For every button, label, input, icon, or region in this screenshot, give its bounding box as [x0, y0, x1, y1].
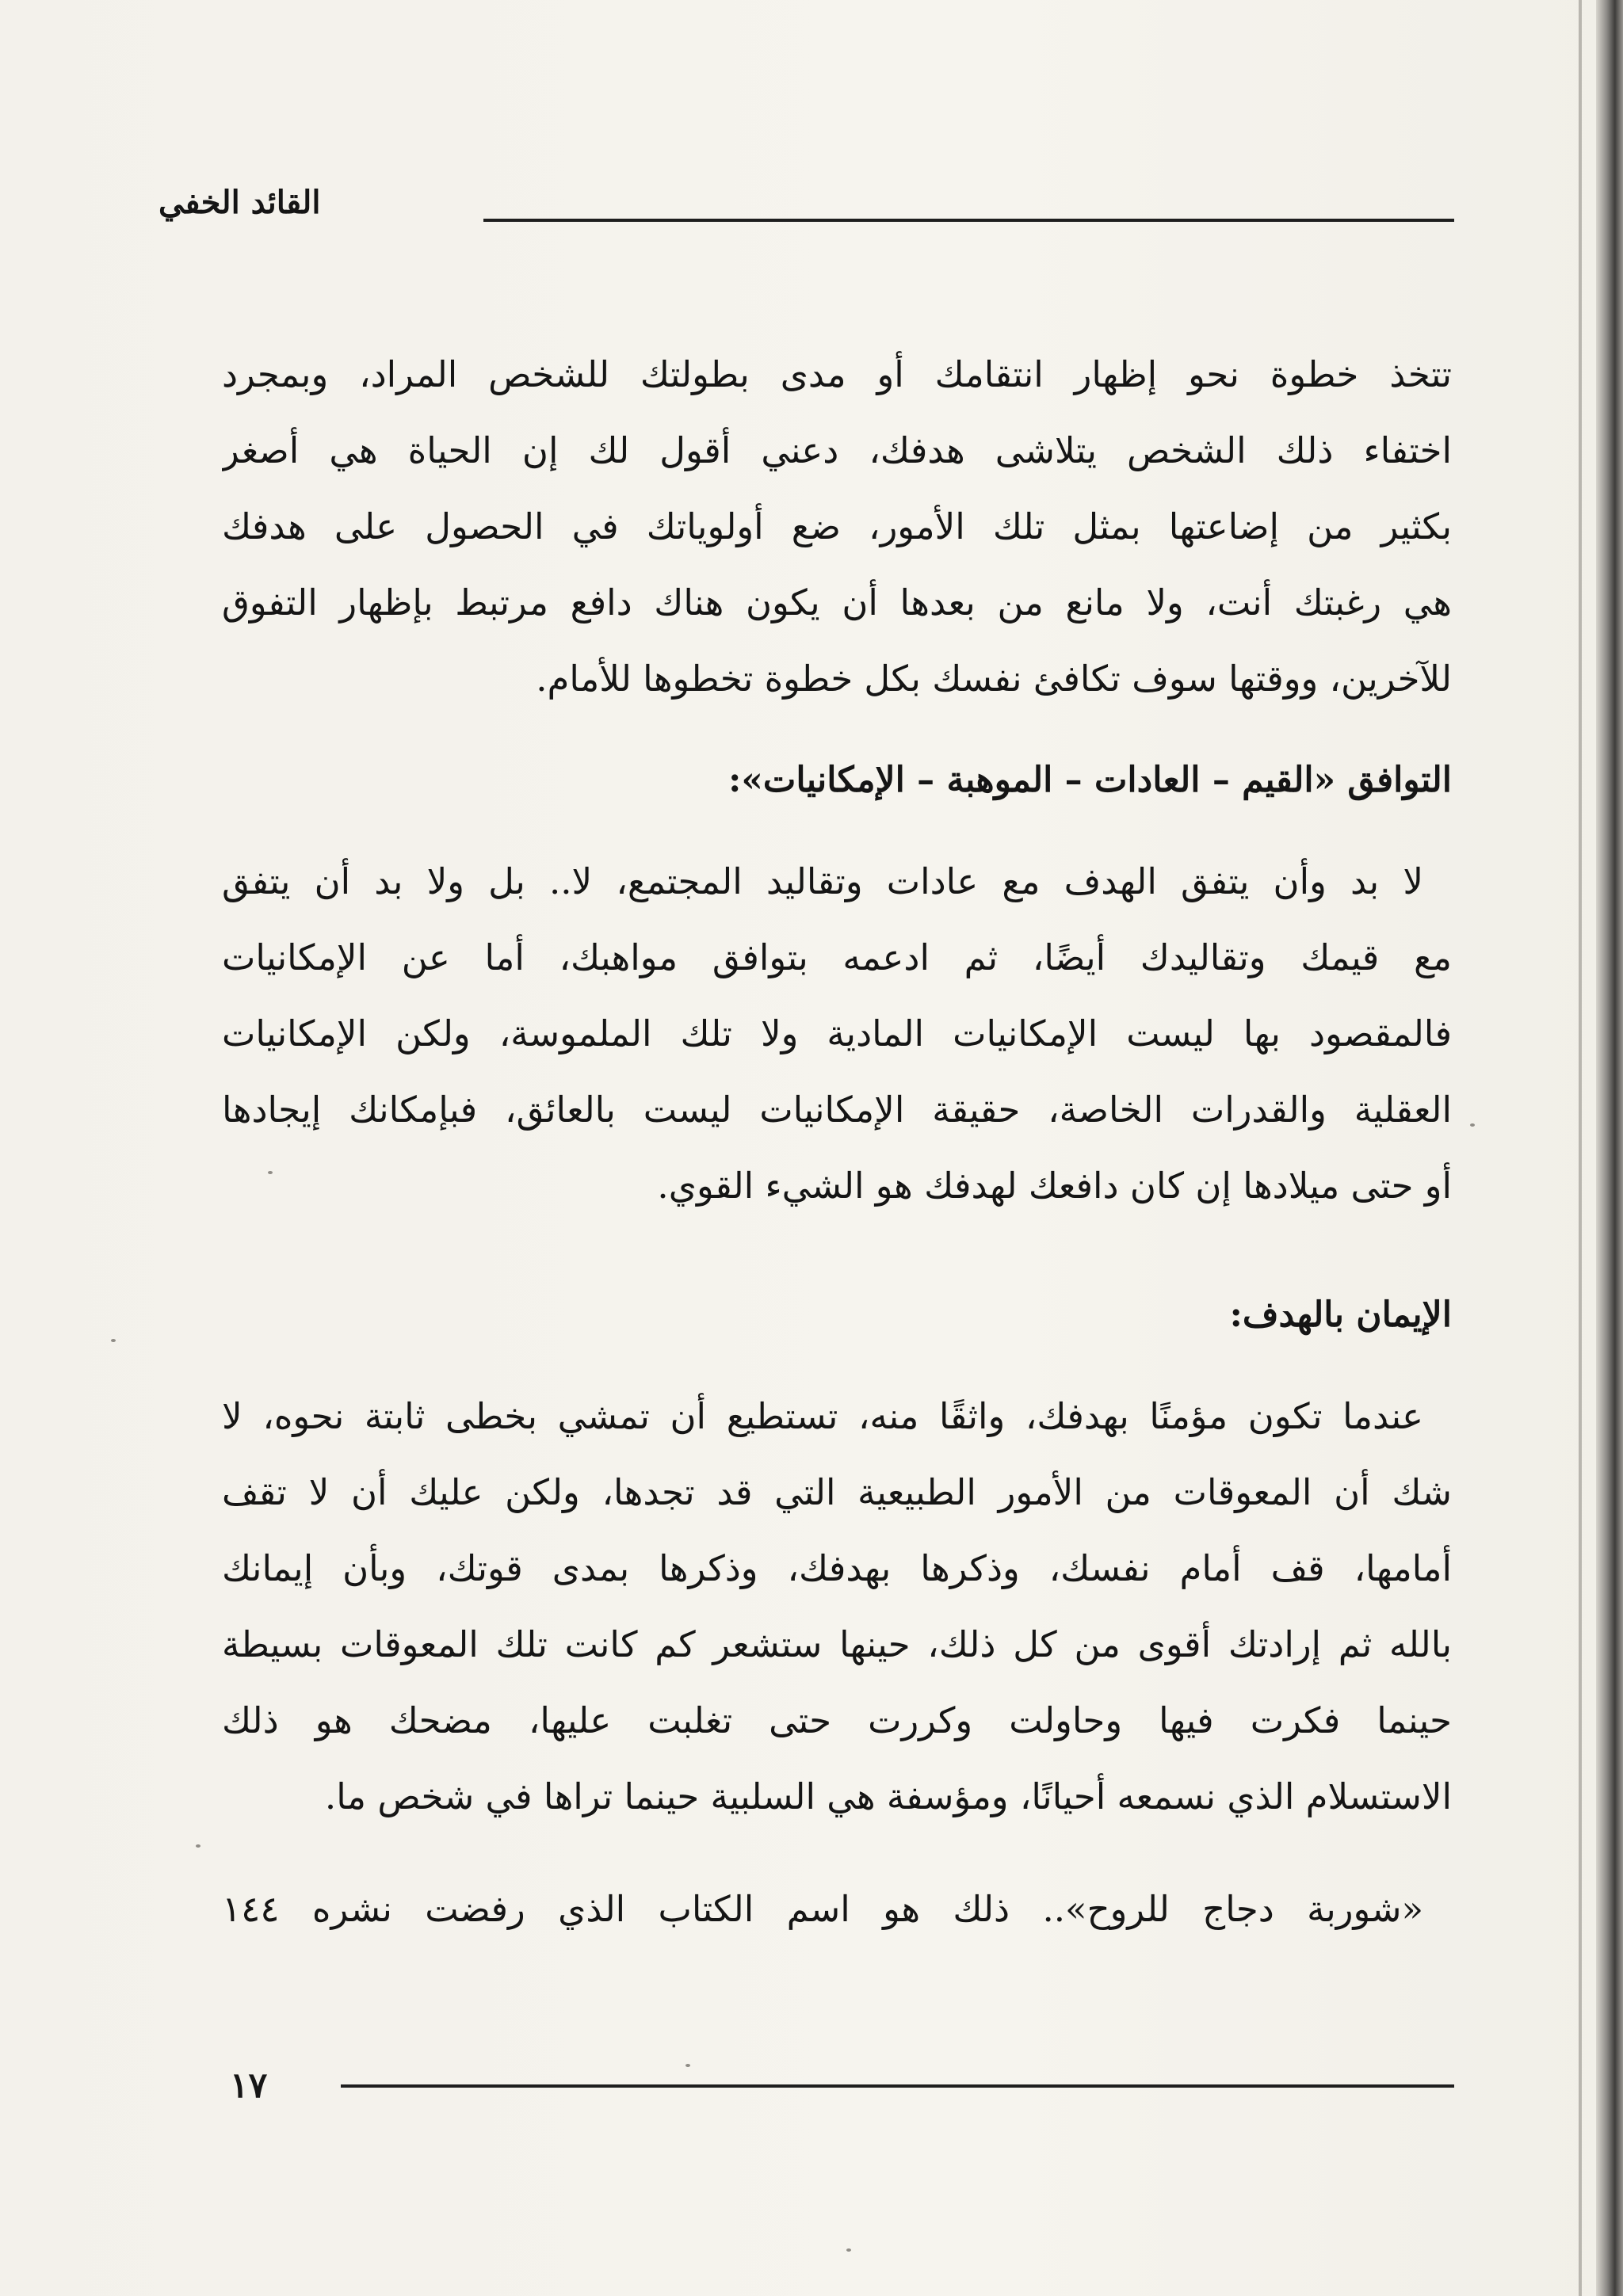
scan-speck — [685, 2064, 690, 2067]
page-number: ١٧ — [230, 2065, 268, 2106]
paragraph-1-line: هي رغبتك أنت، ولا مانع من بعدها أن يكون هناك دافع مرتبط بإظهار التفوق — [222, 582, 1452, 624]
paragraph-4-line: «شوربة دجاج للروح».. ذلك هو اسم الكتاب الذي رفضت نشره ١٤٤ — [222, 1888, 1423, 1930]
running-header-title: القائد الخفي — [158, 184, 321, 221]
section-heading-alignment: التوافق «القيم – العادات – الموهبة – الإمكانيات»: — [728, 760, 1452, 800]
paragraph-3 — [222, 1379, 1452, 1835]
paragraph-1-line: للآخرين، ووقتها سوف تكافئ نفسك بكل خطوة تخطوها للأمام. — [536, 658, 1452, 700]
paragraph-3-line: شك أن المعوقات من الأمور الطبيعية التي قد تجدها، ولكن عليك أن لا تقف — [222, 1471, 1452, 1513]
paragraph-1-line: تتخذ خطوة نحو إظهار انتقامك أو مدى بطولتك للشخص المراد، وبمجرد — [222, 353, 1452, 395]
section-heading-belief: الإيمان بالهدف: — [1229, 1295, 1452, 1335]
binding-shadow-line — [1579, 0, 1582, 2296]
paragraph-2-line: أو حتى ميلادها إن كان دافعك لهدفك هو الشيء القوي. — [657, 1165, 1452, 1207]
paragraph-3-line: عندما تكون مؤمنًا بهدفك، واثقًا منه، تستطيع أن تمشي بخطى ثابتة نحوه، لا — [222, 1395, 1423, 1437]
paragraph-2-line: لا بد وأن يتفق الهدف مع عادات وتقاليد المجتمع، لا.. بل ولا بد أن يتفق — [222, 860, 1423, 902]
scan-speck — [196, 1844, 200, 1848]
paragraph-2 — [222, 844, 1452, 1224]
scan-speck — [111, 1339, 116, 1342]
paragraph-1-line: بكثير من إضاعتها بمثل تلك الأمور، ضع أولوياتك في الحصول على هدفك — [222, 505, 1452, 547]
paragraph-3-line: أمامها، قف أمام نفسك، وذكرها بهدفك، وذكرها بمدى قوتك، وبأن إيمانك — [222, 1547, 1452, 1589]
footer-rule — [341, 2084, 1454, 2088]
paragraph-3-line: الاستسلام الذي نسمعه أحيانًا، ومؤسفة هي السلبية حينما تراها في شخص ما. — [324, 1775, 1452, 1817]
header-rule — [483, 219, 1454, 222]
paragraph-3-line: حينما فكرت فيها وحاولت وكررت حتى تغلبت عليها، مضحك هو ذلك — [222, 1699, 1452, 1741]
scan-speck — [846, 2248, 851, 2252]
scan-speck — [1470, 1123, 1475, 1127]
scan-speck — [268, 1171, 273, 1174]
book-binding-edge — [1596, 0, 1623, 2296]
paragraph-3-line: بالله ثم إرادتك أقوى من كل ذلك، حينها ستشعر كم كانت تلك المعوقات بسيطة — [222, 1623, 1452, 1665]
paragraph-2-line: مع قيمك وتقاليدك أيضًا، ثم ادعمه بتوافق مواهبك، أما عن الإمكانيات — [222, 936, 1452, 978]
paragraph-2-line: فالمقصود بها ليست الإمكانيات المادية ولا تلك الملموسة، ولكن الإمكانيات — [222, 1013, 1452, 1055]
paragraph-4 — [222, 1871, 1452, 1947]
paragraph-1 — [222, 337, 1452, 717]
paragraph-2-line: العقلية والقدرات الخاصة، حقيقة الإمكانيات ليست بالعائق، فبإمكانك إيجادها — [222, 1089, 1452, 1131]
paragraph-1-line: اختفاء ذلك الشخص يتلاشى هدفك، دعني أقول لك إن الحياة هي أصغر — [222, 429, 1452, 471]
